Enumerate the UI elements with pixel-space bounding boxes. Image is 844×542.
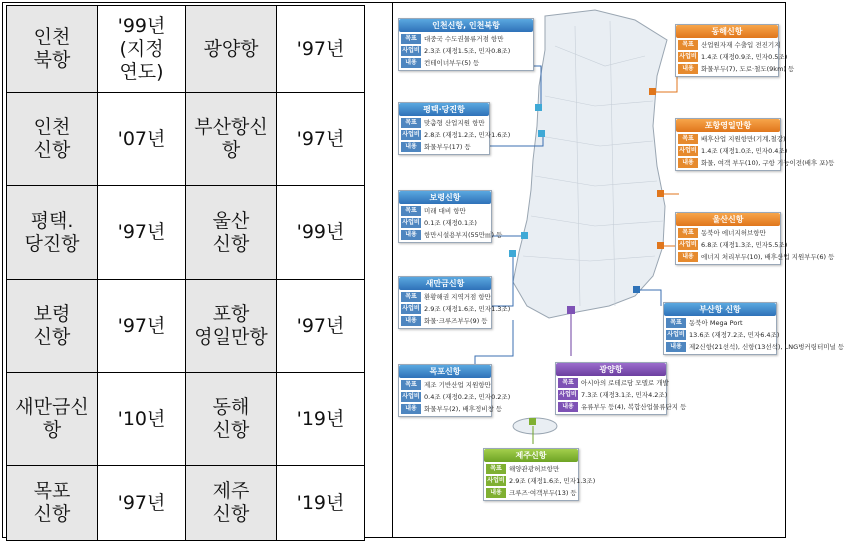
port-name-cell: 울산 신항 bbox=[186, 186, 277, 280]
port-name-cell: 광양항 bbox=[186, 6, 277, 93]
panel-divider bbox=[392, 2, 393, 538]
row-tag: 내용 bbox=[678, 158, 698, 168]
port-marker-pohang bbox=[657, 190, 664, 197]
row-value: 0.4조 (재정0.2조, 민자0.2조) bbox=[424, 392, 511, 401]
port-info-row-cost bbox=[401, 218, 489, 228]
designation-year-cell: '99년 bbox=[277, 186, 365, 280]
designation-year-cell: '19년 bbox=[277, 466, 365, 541]
row-value: 크루즈·여객부두(13) 등 bbox=[509, 488, 577, 497]
row-value: 배후산업 지원항만(기계,철강) bbox=[701, 134, 786, 143]
port-marker-donghae bbox=[649, 88, 656, 95]
port-info-row-content bbox=[401, 142, 487, 152]
row-value: 6.8조 (재정1.3조, 민자5.5조) bbox=[701, 240, 788, 249]
port-info-row-goal bbox=[401, 206, 489, 216]
table-row bbox=[7, 186, 365, 280]
port-info-box-boryeong bbox=[398, 190, 503, 243]
row-tag: 내용 bbox=[401, 58, 421, 68]
port-info-title: 보령신항 bbox=[399, 191, 491, 204]
row-tag: 목표 bbox=[401, 292, 421, 302]
port-info-row-content bbox=[678, 158, 835, 168]
table-row bbox=[7, 6, 365, 93]
row-value: 13.6조 (재정7.2조, 민자6.4조) bbox=[689, 330, 780, 339]
port-info-row-cost bbox=[401, 392, 511, 402]
port-info-row-content bbox=[486, 488, 576, 498]
row-value: 2.8조 (재정1.2조, 민자1.6조) bbox=[424, 130, 511, 139]
port-info-row-content bbox=[666, 342, 844, 352]
row-value: 제조 기반산업 지원항만 bbox=[424, 380, 491, 389]
designation-year-cell: '97년 bbox=[277, 6, 365, 93]
port-info-title: 제주신항 bbox=[484, 449, 578, 462]
row-tag: 사업비 bbox=[679, 53, 697, 60]
port-marker-saemangeum bbox=[509, 250, 516, 257]
row-tag: 목표 bbox=[666, 318, 686, 328]
port-info-row-goal bbox=[558, 378, 669, 388]
port-marker-gwangyang bbox=[567, 306, 575, 314]
row-value: 아시아의 로테르담 모델로 개발 bbox=[581, 378, 669, 387]
port-info-row-goal bbox=[678, 228, 778, 238]
port-info-row-cost bbox=[666, 330, 780, 340]
port-info-row-goal bbox=[486, 464, 576, 474]
row-tag: 사업비 bbox=[402, 47, 420, 54]
port-info-row-content bbox=[678, 252, 835, 262]
port-development-map bbox=[395, 6, 844, 536]
port-info-title: 목포신항 bbox=[399, 365, 491, 378]
port-info-row-cost bbox=[678, 146, 788, 156]
row-tag: 목표 bbox=[401, 118, 421, 128]
port-name-cell: 부산항신 항 bbox=[186, 93, 277, 186]
row-tag: 목표 bbox=[678, 40, 698, 50]
port-name-cell: 새만금신 항 bbox=[7, 373, 98, 466]
row-tag: 사업비 bbox=[402, 393, 420, 400]
designation-year-cell: '99년 (지정 연도) bbox=[98, 6, 186, 93]
port-info-row-content bbox=[401, 230, 503, 240]
port-name-cell: 인천 신항 bbox=[7, 93, 98, 186]
row-value: 1.4조 (재정1.0조, 민자0.4조) bbox=[701, 146, 788, 155]
port-info-row-cost bbox=[401, 304, 511, 314]
designation-year-cell: '19년 bbox=[277, 373, 365, 466]
designation-year-cell: '97년 bbox=[98, 186, 186, 280]
port-marker-busan bbox=[633, 286, 640, 293]
row-tag: 내용 bbox=[401, 230, 421, 240]
row-value: 2.3조 (재정1.5조, 민자0.8조) bbox=[424, 46, 511, 55]
table-row bbox=[7, 466, 365, 541]
connector-busan bbox=[637, 290, 661, 306]
row-tag: 목표 bbox=[558, 378, 578, 388]
row-tag: 사업비 bbox=[402, 131, 420, 138]
row-value: 화물부두(17) 등 bbox=[424, 142, 471, 151]
port-info-box-donghae bbox=[675, 24, 795, 77]
port-info-title: 울산신항 bbox=[676, 213, 780, 226]
row-value: 대중국 수도권물류거점 항만 bbox=[424, 34, 504, 43]
row-tag: 목표 bbox=[486, 464, 506, 474]
row-tag: 목표 bbox=[401, 206, 421, 216]
port-name-cell: 동해 신항 bbox=[186, 373, 277, 466]
row-tag: 사업비 bbox=[679, 147, 697, 154]
port-info-box-incheon bbox=[398, 18, 534, 71]
port-info-box-ulsan bbox=[675, 212, 835, 265]
row-tag: 사업비 bbox=[487, 477, 505, 484]
port-name-cell: 목포 신항 bbox=[7, 466, 98, 541]
port-info-row-goal bbox=[678, 134, 786, 144]
port-info-row-goal bbox=[401, 34, 531, 44]
port-info-title: 동해신항 bbox=[676, 25, 778, 38]
port-info-row-cost bbox=[486, 476, 596, 486]
port-name-cell: 포항 영일만항 bbox=[186, 280, 277, 373]
port-designation-table bbox=[6, 5, 365, 541]
row-value: 항만시설용부지(55만㎡) 등 bbox=[424, 230, 503, 239]
designation-year-cell: '07년 bbox=[98, 93, 186, 186]
row-tag: 내용 bbox=[486, 488, 506, 498]
port-info-row-goal bbox=[401, 118, 487, 128]
row-value: 2.9조 (재정1.6조, 민자1.3조) bbox=[424, 304, 511, 313]
table-row bbox=[7, 280, 365, 373]
port-info-row-cost bbox=[401, 46, 531, 56]
row-value: 컨테이너부두(5) 등 bbox=[424, 58, 480, 67]
row-value: 동북아 에너지허브항만 bbox=[701, 228, 766, 237]
port-info-row-content bbox=[401, 316, 489, 326]
row-tag: 내용 bbox=[401, 316, 421, 326]
row-value: 제2신항(21선석), 신항(13선석), LNG벙커링터미널 등 bbox=[689, 342, 844, 351]
table-row bbox=[7, 373, 365, 466]
designation-year-cell: '97년 bbox=[277, 280, 365, 373]
port-name-cell: 보령 신항 bbox=[7, 280, 98, 373]
port-info-row-cost bbox=[558, 390, 668, 400]
port-marker-pyeongtaek bbox=[538, 130, 545, 137]
port-info-box-pohang bbox=[675, 118, 835, 171]
port-info-box-jeju bbox=[483, 448, 596, 501]
port-marker-jeju bbox=[529, 418, 536, 425]
port-info-row-goal bbox=[401, 292, 489, 302]
port-info-box-busan bbox=[663, 302, 844, 355]
table-row bbox=[7, 93, 365, 186]
port-marker-boryeong bbox=[521, 232, 528, 239]
row-value: 화물부두(2), 배후정비창 등 bbox=[424, 404, 503, 413]
row-tag: 사업비 bbox=[679, 241, 697, 248]
korea-map bbox=[395, 6, 788, 536]
port-info-row-content bbox=[401, 404, 503, 414]
row-value: 7.3조 (재정3.1조, 민자4.2조) bbox=[581, 390, 668, 399]
row-tag: 내용 bbox=[678, 64, 698, 74]
row-value: 산업원자재 수출입 전진기지 bbox=[701, 40, 781, 49]
row-tag: 사업비 bbox=[559, 391, 577, 398]
port-info-row-cost bbox=[678, 240, 788, 250]
port-info-title: 부산항 신항 bbox=[664, 303, 776, 316]
row-tag: 내용 bbox=[558, 402, 578, 412]
row-value: 화물, 여객 부두(10), 구항 기능이전(배후 포)등 bbox=[701, 158, 835, 167]
row-tag: 내용 bbox=[401, 404, 421, 414]
row-value: 해양관광허브항만 bbox=[509, 464, 560, 473]
row-value: 2.9조 (재정1.6조, 민자1.3조) bbox=[509, 476, 596, 485]
row-value: 미래 대비 항만 bbox=[424, 206, 466, 215]
row-value: 동북아 Mega Port bbox=[689, 318, 743, 327]
designation-year-cell: '97년 bbox=[98, 280, 186, 373]
row-tag: 사업비 bbox=[402, 219, 420, 226]
port-info-row-goal bbox=[401, 380, 489, 390]
port-info-box-pyeongtaek bbox=[398, 102, 511, 155]
row-tag: 목표 bbox=[678, 228, 698, 238]
port-info-box-mokpo bbox=[398, 364, 511, 417]
row-tag: 내용 bbox=[678, 252, 698, 262]
port-info-row-goal bbox=[666, 318, 774, 328]
port-marker-incheon bbox=[535, 104, 542, 111]
port-info-title: 평택·당진항 bbox=[399, 103, 489, 116]
row-value: 에너지 처리부두(10), 배후산업 지원부두(6) 등 bbox=[701, 252, 835, 261]
row-tag: 목표 bbox=[401, 380, 421, 390]
row-value: 1.4조 (재정0.9조, 민자0.5조) bbox=[701, 52, 788, 61]
port-info-box-saemangeum bbox=[398, 276, 511, 329]
row-value: 0.1조 (재정0.1조) bbox=[424, 218, 477, 227]
designation-year-cell: '97년 bbox=[277, 93, 365, 186]
port-info-row-goal bbox=[678, 40, 781, 50]
row-tag: 내용 bbox=[666, 342, 686, 352]
connector-incheon bbox=[485, 66, 541, 108]
port-name-cell: 평택. 당진항 bbox=[7, 186, 98, 280]
row-value: 화물·크루즈부두(9) 등 bbox=[424, 316, 488, 325]
port-name-cell: 인천 북항 bbox=[7, 6, 98, 93]
port-name-cell: 제주 신항 bbox=[186, 466, 277, 541]
row-tag: 내용 bbox=[401, 142, 421, 152]
port-info-row-content bbox=[558, 402, 687, 412]
port-info-title: 광양항 bbox=[556, 363, 666, 376]
row-value: 화물부두(7), 도로·철도(9km) 등 bbox=[701, 64, 795, 73]
row-value: 맞춤형 산업지원 항만 bbox=[424, 118, 485, 127]
row-tag: 목표 bbox=[678, 134, 698, 144]
row-value: 유류부두 등(4), 복합산업물류단지 등 bbox=[581, 402, 687, 411]
port-info-row-content bbox=[678, 64, 795, 74]
port-info-box-gwangyang bbox=[555, 362, 687, 415]
port-info-title: 새만금신항 bbox=[399, 277, 491, 290]
port-marker-ulsan bbox=[657, 242, 664, 249]
port-info-row-content bbox=[401, 58, 531, 68]
row-tag: 사업비 bbox=[667, 331, 685, 338]
designation-year-cell: '10년 bbox=[98, 373, 186, 466]
row-value: 환황해권 지역거점 항만 bbox=[424, 292, 491, 301]
row-tag: 목표 bbox=[401, 34, 421, 44]
designation-year-cell: '97년 bbox=[98, 466, 186, 541]
port-info-row-cost bbox=[678, 52, 788, 62]
port-info-title: 인천신항, 인천북항 bbox=[399, 19, 533, 32]
port-info-row-cost bbox=[401, 130, 511, 140]
row-tag: 사업비 bbox=[402, 305, 420, 312]
port-info-title: 포항영일만항 bbox=[676, 119, 780, 132]
